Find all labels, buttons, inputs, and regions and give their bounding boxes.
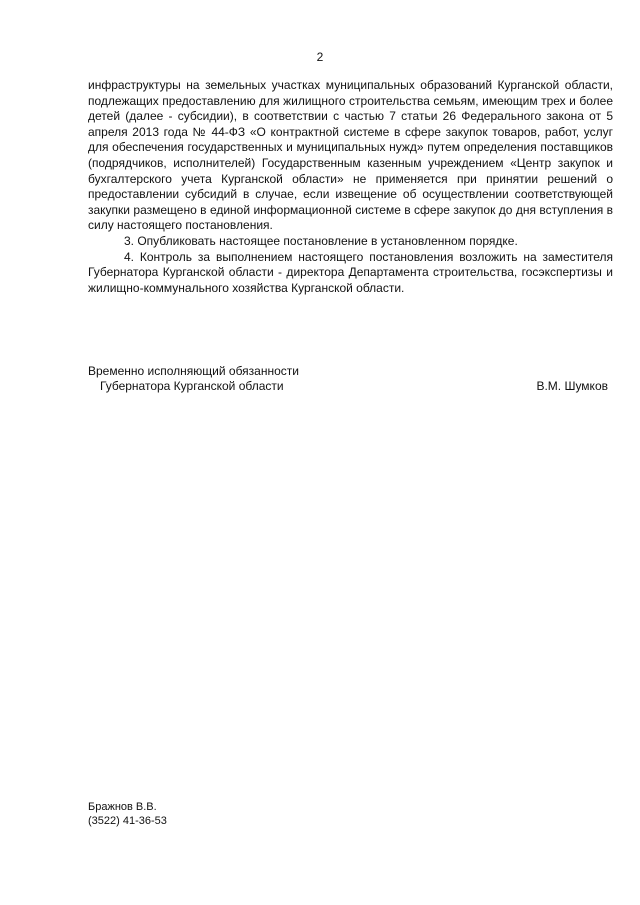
paragraph-item-3: 3. Опубликовать настоящее постановление в установленном порядке. — [124, 233, 518, 248]
signatory-title-line1: Временно исполняющий обязанности — [88, 364, 299, 378]
signatory-name: В.М. Шумков — [536, 379, 608, 393]
signatory-title-line2: Губернатора Курганской области — [100, 379, 284, 393]
signature-block — [88, 364, 608, 394]
paragraph-continuation: инфраструктуры на земельных участках муниципальных образований Курганской области, подлежащих предоставлению для жилищного строительства семьям, имеющим трех и более детей (далее - субсидии), в соответствии с частью 7 статьи 26 Федерального закона от 5 апреля 2013 года № 44-ФЗ «О контрактной системе в сфере закупок товаров, работ, услуг для обеспечения государственных и муниципальных нужд» путем определения поставщиков (подрядчиков, исполнителей) Государственным казенным учреждением «Центр закупок и бухгалтерского учета Курганской области» не применяется при принятии решений о предоставлении субсидий в случае, если извещение об осуществлении соответствующей закупки размещено в единой информационной системе в сфере закупок до дня вступления в силу настоящего постановления. — [88, 78, 613, 233]
paragraph-item-4: 4. Контроль за выполнением настоящего постановления возложить на заместителя Губернатора Курганской области - директора Департамента строительства, госэкспертизы и жилищно-коммунального хозяйства Курганской области. — [88, 249, 613, 295]
executor-info — [88, 800, 167, 828]
signature-row — [88, 379, 608, 394]
executor-phone: (3522) 41-36-53 — [88, 815, 167, 827]
executor-name: Бражнов В.В. — [88, 801, 157, 813]
page-number: 2 — [316, 50, 324, 64]
document-body — [88, 78, 613, 296]
